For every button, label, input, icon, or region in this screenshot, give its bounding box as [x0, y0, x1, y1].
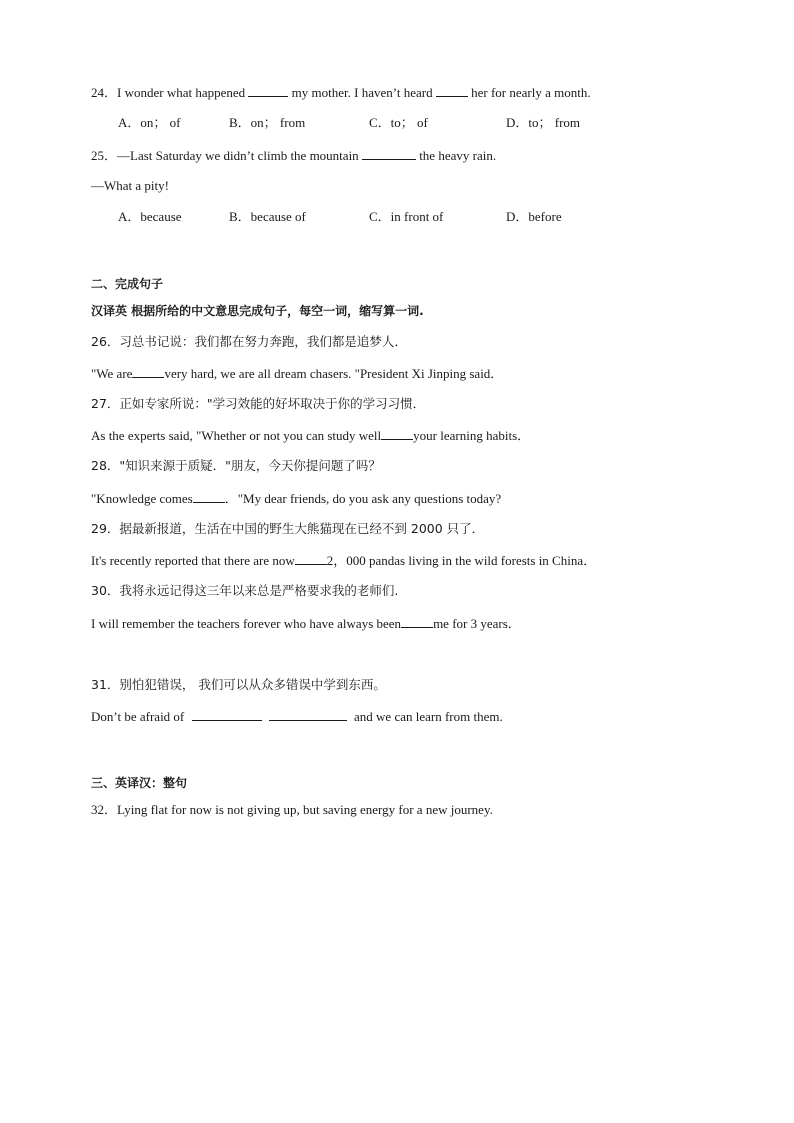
answer-blank[interactable] [192, 708, 262, 721]
answer-blank[interactable] [193, 490, 225, 503]
answer-blank[interactable] [436, 84, 468, 97]
option-b[interactable]: B．on； from [229, 115, 306, 130]
q27-chinese: 27．正如专家所说："学习效能的好坏取决于你的学习习惯． [91, 396, 426, 411]
sentence-text: "Knowledge comes [91, 491, 193, 506]
question-32: 32．Lying flat for now is not giving up, but saving energy for a new journey. [91, 802, 493, 817]
question-number: 24． [91, 85, 118, 100]
q30-chinese: 30．我将永远记得这三年以来总是严格要求我的老师们. [91, 583, 399, 598]
sentence-text: Don’t be afraid of [91, 709, 185, 724]
answer-blank[interactable] [362, 147, 416, 160]
option-d[interactable]: D．to； from [506, 115, 581, 130]
q26-chinese: 26．习总书记说：我们都在努力奔跑，我们都是追梦人． [91, 334, 407, 349]
sentence-text: It's recently reported that there are now [91, 553, 295, 568]
answer-blank[interactable] [269, 708, 347, 721]
q31-english [91, 708, 503, 725]
section-heading: 二、完成句子 [91, 277, 164, 291]
sentence-text: 2，000 pandas living in the wild forests in China． [326, 553, 597, 568]
answer-blank[interactable] [381, 427, 413, 440]
sentence-text: me for 3 years． [433, 616, 521, 631]
q25-reply: —What a pity! [91, 178, 169, 193]
option-b[interactable]: B．because of [229, 209, 306, 224]
q31-chinese: 31．别怕犯错误， 我们可以从众多错误中学到东西。 [91, 677, 386, 692]
sentence-text: "We are [91, 366, 133, 381]
question-text: —Last Saturday we didn’t climb the mountain [117, 148, 359, 163]
q28-english [91, 490, 501, 507]
section-instruction: 汉译英 根据所给的中文意思完成句子，每空一词，缩写算一词. [91, 304, 424, 318]
sentence-text: ．"My dear friends, do you ask any questions today? [224, 491, 502, 506]
question-number: 25． [91, 148, 118, 163]
option-d[interactable]: D．before [506, 209, 562, 224]
answer-blank[interactable] [248, 84, 288, 97]
q26-english [91, 365, 503, 382]
option-c[interactable]: C．in front of [369, 209, 444, 224]
q30-english [91, 615, 521, 632]
question-text: her for nearly a month. [471, 85, 591, 100]
option-c[interactable]: C．to； of [369, 115, 428, 130]
sentence-text: I will remember the teachers forever who have always been [91, 616, 402, 631]
q29-chinese: 29．据最新报道，生活在中国的野生大熊猫现在已经不到 2000 只了． [91, 521, 485, 536]
q29-english [91, 552, 596, 569]
sentence-text: your learning habits． [413, 428, 531, 443]
answer-blank[interactable] [295, 552, 327, 565]
sentence-text: very hard, we are all dream chasers. "President Xi Jinping said． [164, 366, 504, 381]
q27-english [91, 427, 530, 444]
question-text: the heavy rain. [419, 148, 497, 163]
sentence-text: As the experts said, "Whether or not you can study well [91, 428, 382, 443]
section-heading: 三、英译汉：整句 [91, 776, 188, 790]
q28-chinese: 28．"知识来源于质疑．"朋友，今天你提问题了吗？ [91, 458, 381, 473]
sentence-text: and we can learn from them. [354, 709, 503, 724]
question-25 [91, 147, 496, 164]
question-text: I wonder what happened [117, 85, 246, 100]
option-a[interactable]: A．because [118, 209, 182, 224]
answer-blank[interactable] [401, 615, 433, 628]
option-a[interactable]: A．on； of [118, 115, 181, 130]
question-text: my mother. I haven’t heard [291, 85, 433, 100]
answer-blank[interactable] [132, 365, 164, 378]
question-24 [91, 84, 591, 101]
